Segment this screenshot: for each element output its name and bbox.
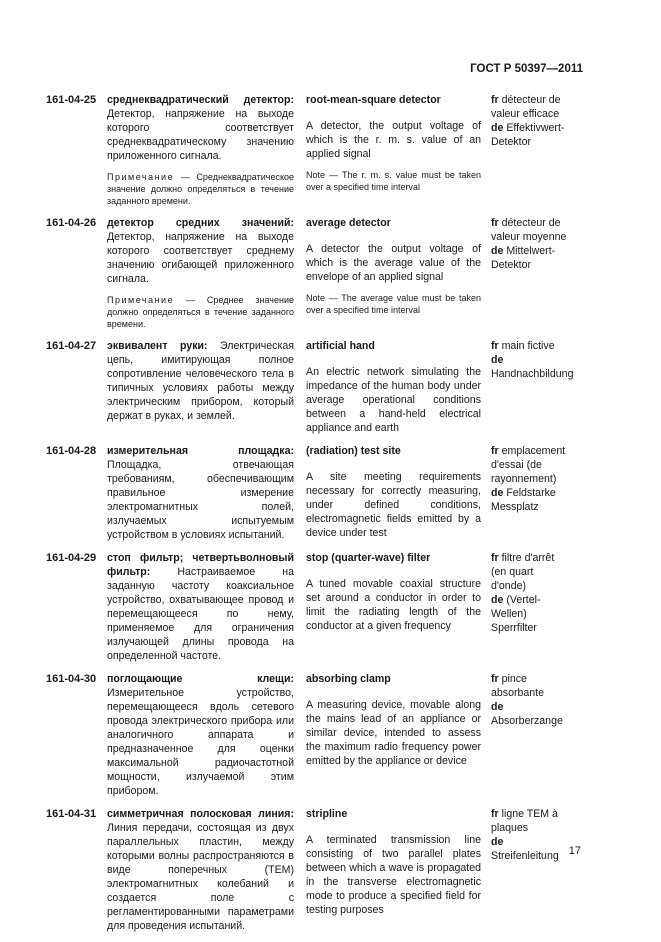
russian-definition: Линия передачи, состоящая из двух параллельных пластин, между которыми волны распространяются в виде поперечных (ТЕМ) электромагнитных колебаний и создается поле с регламентированными параметрами для проведения испытаний. (107, 822, 294, 932)
french-code: fr (491, 94, 499, 106)
german-term: Feldstarke Messplatz (491, 487, 556, 513)
note-text: — Среднее значение должно определяться в течение заданного времени. (107, 295, 294, 329)
english-column (306, 93, 481, 207)
russian-term: стоп фильтр; четвертьволновый фильтр: (107, 552, 294, 578)
term-number: 161-04-26 (46, 217, 97, 229)
english-column (306, 216, 481, 330)
term-entry (0, 672, 661, 798)
english-definition: A tuned movable coaxial structure set around a conductor in order to limit the radiating length of the conductor at a given frequency (306, 578, 481, 632)
term-entry (0, 93, 661, 207)
french-equivalent (491, 339, 571, 353)
term-entry (0, 339, 661, 435)
french-equivalent (491, 551, 571, 593)
russian-definition: Измерительное устройство, перемещающееся вдоль сетевого провода электрического прибора или аналогичного аппарата и предназначенное для оценки максимальной радиочастотной мощности, излучаемой этим прибором. (107, 687, 294, 797)
term-list (0, 93, 661, 942)
german-code: de (491, 836, 504, 848)
german-code: de (491, 701, 504, 713)
other-languages (491, 339, 574, 435)
russian-column (107, 339, 294, 435)
russian-column (107, 807, 294, 933)
german-code: de (491, 245, 504, 257)
german-term: Mittelwert-Detektor (491, 245, 556, 271)
german-term: Handnachbildung (491, 368, 574, 380)
russian-term: детектор средних значений: (107, 217, 294, 229)
german-equivalent (491, 244, 571, 272)
other-languages (491, 672, 571, 798)
other-languages (491, 444, 571, 542)
russian-term: поглощающие клещи: (107, 673, 294, 685)
german-equivalent (491, 486, 571, 514)
russian-note (107, 171, 294, 207)
note-text: — Среднеквадратическое значение должно определяться в течение заданного времени. (107, 172, 294, 206)
french-code: fr (491, 340, 499, 352)
french-code: fr (491, 673, 499, 685)
german-equivalent (491, 353, 574, 381)
russian-note (107, 294, 294, 330)
term-number: 161-04-30 (46, 673, 97, 685)
german-code: de (491, 122, 504, 134)
english-definition: A terminated transmission line consisting of two parallel plates between which a wave is propagated in the transverse electromagnetic mode to produce a specified field for testing purposes (306, 834, 481, 916)
russian-term: эквивалент руки: (107, 340, 208, 352)
other-languages (491, 807, 571, 933)
french-code: fr (491, 217, 499, 229)
note-label: Примечание (107, 172, 175, 182)
french-term: filtre d'arrêt (en quart d'onde) (491, 552, 555, 592)
russian-column (107, 672, 294, 798)
english-column (306, 551, 481, 663)
french-code: fr (491, 808, 499, 820)
french-equivalent (491, 93, 571, 121)
french-term: emplacement d'essai (de rayonnement) (491, 445, 566, 485)
english-column (306, 444, 481, 542)
english-column (306, 807, 481, 933)
russian-term: симметричная полосковая линия: (107, 808, 294, 820)
english-column (306, 672, 481, 798)
german-code: de (491, 354, 504, 366)
german-code: de (491, 487, 504, 499)
french-code: fr (491, 445, 499, 457)
french-term: détecteur de valeur moyenne (491, 217, 567, 243)
other-languages (491, 551, 571, 663)
russian-definition: Детектор, напряжение на выходе которого соответствует среднему значению огибающей приложенного сигнала. (107, 231, 294, 285)
term-number: 161-04-29 (46, 552, 97, 564)
russian-column (107, 444, 294, 542)
english-definition: An electric network simulating the impedance of the human body under average operational conditions between a hand-held electrical appliance and earth (306, 366, 481, 434)
russian-definition: Электрическая цепь, имитирующая полное сопротивление человеческого тела в типичных условиях работы между электрическим прибором, который держат в руках, и землей. (107, 340, 294, 422)
note-label: Примечание (107, 295, 175, 305)
page-number: 17 (568, 845, 581, 857)
french-equivalent (491, 216, 571, 244)
german-code: de (491, 594, 504, 606)
english-definition: A site meeting requirements necessary for correctly measuring, under defined conditions, electromagnetic fields emitted by a device under test (306, 471, 481, 539)
french-equivalent (491, 807, 571, 835)
term-entry (0, 807, 661, 933)
russian-column (107, 93, 294, 207)
english-term: root-mean-square detector (306, 94, 441, 106)
english-term: artificial hand (306, 340, 375, 352)
russian-column (107, 551, 294, 663)
term-entry (0, 216, 661, 330)
russian-term: среднеквадратический детектор: (107, 94, 294, 106)
other-languages (491, 216, 571, 330)
german-term: (Vertel-Wellen) Sperrfilter (491, 594, 541, 634)
other-languages (491, 93, 571, 207)
english-definition: A detector the output voltage of which is the average value of the envelope of an applied signal (306, 243, 481, 283)
french-term: main fictive (501, 340, 555, 352)
english-note: Note — The average value must be taken over a specified time interval (306, 293, 481, 315)
term-number: 161-04-25 (46, 94, 97, 106)
french-term: pince absorbante (491, 673, 545, 699)
term-entry (0, 551, 661, 663)
russian-definition: Площадка, отвечающая требованиям, обеспечивающим правильное измерение электромагнитных полей, излучаемых испытуемым устройством в условиях испытаний. (107, 459, 294, 541)
russian-column (107, 216, 294, 330)
german-equivalent (491, 700, 571, 728)
english-term: stop (quarter-wave) filter (306, 552, 431, 564)
english-term: (radiation) test site (306, 445, 401, 457)
english-term: absorbing clamp (306, 673, 391, 685)
french-code: fr (491, 552, 499, 564)
english-definition: A measuring device, movable along the mains lead of an appliance or similar device, intended to assess the maximum radio frequency power emitted by the appliance or device (306, 699, 481, 767)
document-header: ГОСТ Р 50397—2011 (470, 63, 583, 75)
english-term: average detector (306, 217, 391, 229)
term-number: 161-04-31 (46, 808, 97, 820)
term-number: 161-04-27 (46, 340, 97, 352)
term-entry (0, 444, 661, 542)
french-term: ligne TEM à plaques (491, 808, 558, 834)
german-equivalent (491, 121, 571, 149)
english-note: Note — The r. m. s. value must be taken over a specified time interval (306, 170, 481, 192)
term-number: 161-04-28 (46, 445, 97, 457)
german-equivalent (491, 593, 571, 635)
german-term: Streifenleitung (491, 850, 559, 862)
english-column (306, 339, 481, 435)
english-definition: A detector, the output voltage of which is the r. m. s. value of an applied signal (306, 120, 481, 160)
french-term: détecteur de valeur efficace (491, 94, 561, 120)
german-term: Absorberzange (491, 715, 563, 727)
german-term: Effektivwert-Detektor (491, 122, 565, 148)
english-term: stripline (306, 808, 348, 820)
russian-definition: Детектор, напряжение на выходе которого соответствует среднеквадратическому значению приложенного сигнала. (107, 108, 294, 162)
french-equivalent (491, 444, 571, 486)
german-equivalent (491, 835, 571, 863)
french-equivalent (491, 672, 571, 700)
russian-definition: Настраиваемое на заданную частоту коаксиальное устройство, охватывающее провод и перемещающееся по нему, применяемое для ограничения излучающей длины провода на определенной частоте. (107, 566, 294, 662)
russian-term: измерительная площадка: (107, 445, 294, 457)
